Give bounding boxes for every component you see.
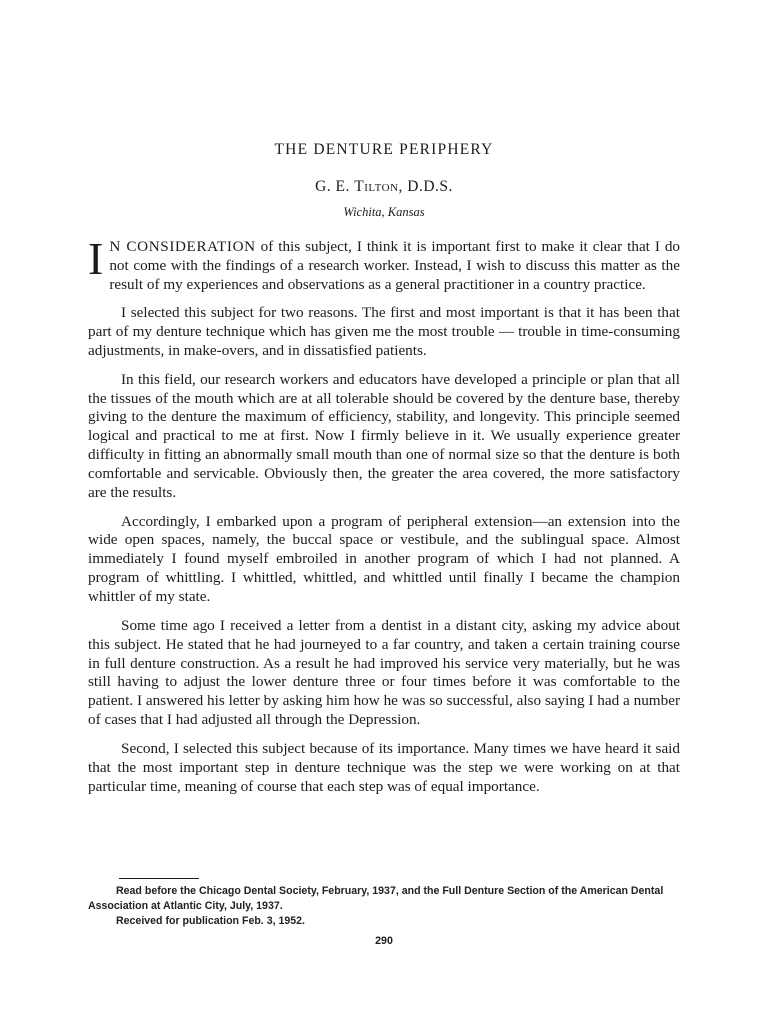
- page-number: 290: [375, 935, 393, 947]
- drop-cap: I: [88, 233, 104, 284]
- footnote-read-before: Read before the Chicago Dental Society, February, 1937, and the Full Denture Section of the American Dental Association at Atlantic City, July, 1937.: [88, 885, 664, 912]
- paragraph-1-text: of this subject, I think it is important first to make it clear that I do not come with the findings of a research worker. Instead, I wish to discuss this matter as the result of my experiences and observations as a general practitioner in a country practice.: [109, 238, 681, 293]
- author-line: [88, 178, 680, 196]
- article-body: [88, 233, 681, 806]
- author-initials: G. E.: [315, 178, 355, 195]
- paragraph-4: Accordingly, I embarked upon a program of peripheral extension—an extension into the wide open spaces, namely, the buccal space or vestibule, and the sublingual space. Almost immediately I found myself embroiled in another program of which I had not planned. A program of whittling. I whittled, whittled, and whittled until finally I became the champion whittler of my state.: [88, 512, 680, 606]
- lead-in-text: N CONSIDERATION: [109, 238, 256, 255]
- paragraph-5: Some time ago I received a letter from a dentist in a distant city, asking my advice about this subject. He stated that he had journeyed to a far country, and taken a certain training course in full denture construction. As a result he had improved his service very materially, but he was still having to adjust the lower denture three or four times before it was comfortable to the patient. I answered his letter by asking him how he was so successful, also saying I had a number of cases that I had adjusted all through the Depression.: [88, 616, 680, 729]
- article-title: THE DENTURE PERIPHERY: [274, 141, 494, 158]
- paragraph-1: [88, 233, 681, 295]
- journal-page: [88, 0, 680, 1024]
- paragraph-6: Second, I selected this subject because of its importance. Many times we have heard it said that the most important step in denture technique was the step we were working on at that particular time, meaning of course that each step was of equal importance.: [88, 739, 680, 795]
- footnote-received: Received for publication Feb. 3, 1952.: [116, 915, 305, 927]
- paragraph-2: I selected this subject for two reasons. The first and most important is that it has been that part of my denture technique which has given me the most trouble — trouble in time-consuming adjustments, in make-overs, and in dissatisfied patients.: [88, 304, 680, 360]
- author-surname: Tilton: [354, 178, 399, 195]
- paragraph-3: In this field, our research workers and educators have developed a principle or plan that all the tissues of the mouth which are at all tolerable should be covered by the denture base, thereby giving to the denture the maximum of efficiency, stability, and longevity. This principle seemed logical and practical to me at first. Now I firmly believe in it. We usually experience greater difficulty in fitting an abnormally small mouth than one of normal size so that the denture is both comfortable and servicable. Obviously then, the greater the area covered, the more satisfactory are the results.: [88, 370, 680, 502]
- author-affiliation: Wichita, Kansas: [343, 205, 425, 219]
- footnotes: [88, 884, 680, 930]
- author-degree: , D.D.S.: [398, 178, 453, 195]
- footnote-divider: [119, 878, 199, 879]
